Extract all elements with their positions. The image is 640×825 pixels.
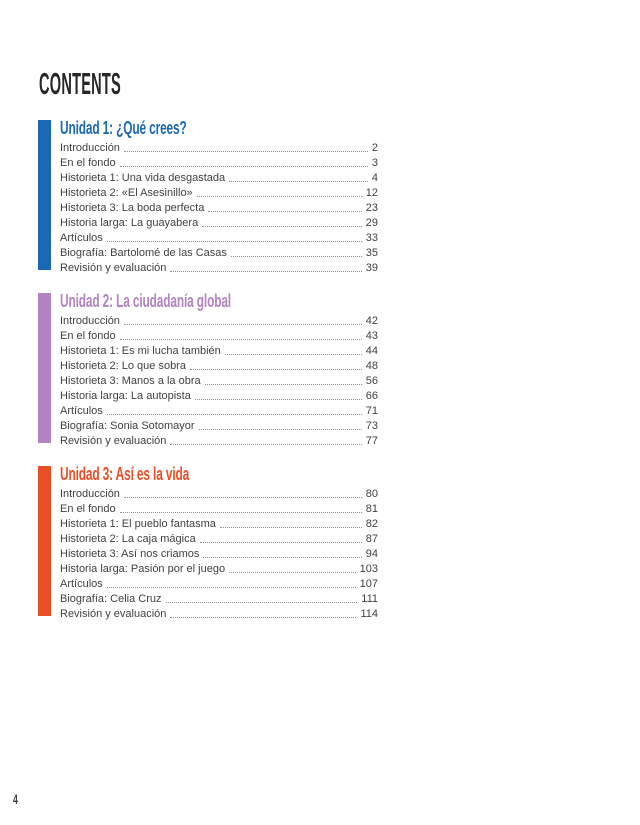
dotted-leader <box>197 196 362 197</box>
toc-entry-label: Biografía: Bartolomé de las Casas <box>60 247 227 259</box>
toc-entry <box>60 140 378 155</box>
unit-2-heading: Unidad 2: La ciudadanía global <box>60 291 231 311</box>
toc-entry-page: 3 <box>371 157 378 169</box>
unit-1-section <box>38 118 378 274</box>
toc-entry-page: 4 <box>371 172 378 184</box>
dotted-leader <box>107 241 362 242</box>
toc-entry-page: 35 <box>365 247 378 259</box>
toc-entry-page: 39 <box>365 262 378 274</box>
toc-entry <box>60 155 378 170</box>
toc-entry-label: Historieta 3: Así nos criamos <box>60 548 200 560</box>
toc-entry <box>60 501 378 516</box>
toc-entry-label: Introducción <box>60 142 120 154</box>
dotted-leader <box>195 399 362 400</box>
toc-entry-label: Historia larga: Pasión por el juego <box>60 563 226 575</box>
dotted-leader <box>205 384 362 385</box>
toc-entry <box>60 260 378 275</box>
toc-entry-label: Historieta 2: La caja mágica <box>60 533 196 545</box>
toc-entry-page: 56 <box>365 375 378 387</box>
toc-entry-page: 23 <box>365 202 378 214</box>
unit-3-heading: Unidad 3: Así es la vida <box>60 464 190 484</box>
unit-2-entries <box>60 313 378 448</box>
toc-entry-page: 82 <box>365 518 378 530</box>
toc-entry <box>60 403 378 418</box>
toc-entry <box>60 606 378 621</box>
toc-entry-page: 94 <box>365 548 378 560</box>
dotted-leader <box>107 414 362 415</box>
toc-entry-page: 66 <box>365 390 378 402</box>
toc-entry <box>60 245 378 260</box>
dotted-leader <box>170 271 361 272</box>
toc-entry-label: En el fondo <box>60 330 116 342</box>
dotted-leader <box>120 512 362 513</box>
toc-entry <box>60 358 378 373</box>
toc-entry <box>60 531 378 546</box>
toc-entry-label: Historia larga: La autopista <box>60 390 191 402</box>
toc-entry-label: En el fondo <box>60 157 116 169</box>
unit-1-heading: Unidad 1: ¿Qué crees? <box>60 118 187 138</box>
unit-3-section <box>38 464 378 620</box>
page-number: 4 <box>13 791 18 807</box>
dotted-leader <box>170 444 361 445</box>
toc-entry <box>60 313 378 328</box>
toc-entry-label: Biografía: Celia Cruz <box>60 593 162 605</box>
toc-entry-page: 44 <box>365 345 378 357</box>
toc-entry-page: 48 <box>365 360 378 372</box>
unit-2-section <box>38 291 378 447</box>
toc-entry-label: Historieta 3: Manos a la obra <box>60 375 201 387</box>
unit-1-color-bar <box>38 120 51 270</box>
toc-entry-label: Historieta 1: Una vida desgastada <box>60 172 226 184</box>
toc-entry <box>60 170 378 185</box>
toc-entry-label: Historieta 1: El pueblo fantasma <box>60 518 216 530</box>
dotted-leader <box>124 497 362 498</box>
dotted-leader <box>208 211 361 212</box>
toc-entry-label: Historieta 3: La boda perfecta <box>60 202 205 214</box>
toc-entry-page: 73 <box>365 420 378 432</box>
toc-entry-label: Historieta 2: «El Asesinillo» <box>60 187 193 199</box>
unit-3-color-bar <box>38 466 51 616</box>
toc-entry <box>60 516 378 531</box>
toc-entry-label: Artículos <box>60 232 103 244</box>
toc-entry <box>60 185 378 200</box>
toc-entry-label: Introducción <box>60 315 120 327</box>
toc-entry <box>60 230 378 245</box>
dotted-leader <box>120 339 362 340</box>
dotted-leader <box>225 354 362 355</box>
dotted-leader <box>229 572 356 573</box>
toc-entry <box>60 343 378 358</box>
toc-entry-label: Historieta 1: Es mi lucha también <box>60 345 221 357</box>
toc-entry <box>60 591 378 606</box>
dotted-leader <box>200 542 362 543</box>
dotted-leader <box>124 151 368 152</box>
toc-entry <box>60 200 378 215</box>
toc-entry-page: 12 <box>365 187 378 199</box>
toc-entry-page: 71 <box>365 405 378 417</box>
toc-entry-page: 29 <box>365 217 378 229</box>
dotted-leader <box>229 181 368 182</box>
toc-entry-label: Revisión y evaluación <box>60 608 167 620</box>
toc-entry <box>60 546 378 561</box>
toc-entry <box>60 373 378 388</box>
toc-entry-page: 107 <box>359 578 378 590</box>
toc-entry-label: En el fondo <box>60 503 116 515</box>
toc-entry-label: Revisión y evaluación <box>60 435 167 447</box>
dotted-leader <box>220 527 362 528</box>
toc-entry <box>60 486 378 501</box>
toc-entry <box>60 215 378 230</box>
toc-entry-page: 2 <box>371 142 378 154</box>
toc-entry-label: Historia larga: La guayabera <box>60 217 199 229</box>
dotted-leader <box>170 617 356 618</box>
page-title: CONTENTS <box>39 66 122 101</box>
toc-entry-label: Introducción <box>60 488 120 500</box>
toc-entry <box>60 418 378 433</box>
dotted-leader <box>203 557 361 558</box>
toc-entry-page: 103 <box>359 563 378 575</box>
unit-3-entries <box>60 486 378 621</box>
toc-entry <box>60 433 378 448</box>
toc-entry-page: 43 <box>365 330 378 342</box>
toc-entry-label: Historieta 2: Lo que sobra <box>60 360 186 372</box>
toc-entry-page: 33 <box>365 232 378 244</box>
toc-entry <box>60 576 378 591</box>
dotted-leader <box>199 429 362 430</box>
dotted-leader <box>231 256 362 257</box>
toc-entry-page: 77 <box>365 435 378 447</box>
toc-entry-label: Artículos <box>60 405 103 417</box>
toc-entry-page: 111 <box>361 593 378 605</box>
dotted-leader <box>124 324 362 325</box>
unit-1-entries <box>60 140 378 275</box>
toc-entry-page: 114 <box>360 608 378 620</box>
toc-entry <box>60 561 378 576</box>
unit-2-color-bar <box>38 293 51 443</box>
toc-entry <box>60 388 378 403</box>
dotted-leader <box>107 587 356 588</box>
dotted-leader <box>202 226 362 227</box>
toc-entry-label: Revisión y evaluación <box>60 262 167 274</box>
dotted-leader <box>190 369 362 370</box>
toc-entry <box>60 328 378 343</box>
toc-entry-page: 87 <box>365 533 378 545</box>
dotted-leader <box>120 166 368 167</box>
toc-entry-label: Biografía: Sonia Sotomayor <box>60 420 195 432</box>
toc-entry-page: 42 <box>365 315 378 327</box>
toc-entry-label: Artículos <box>60 578 103 590</box>
toc-entry-page: 81 <box>365 503 378 515</box>
dotted-leader <box>166 602 358 603</box>
toc-entry-page: 80 <box>365 488 378 500</box>
